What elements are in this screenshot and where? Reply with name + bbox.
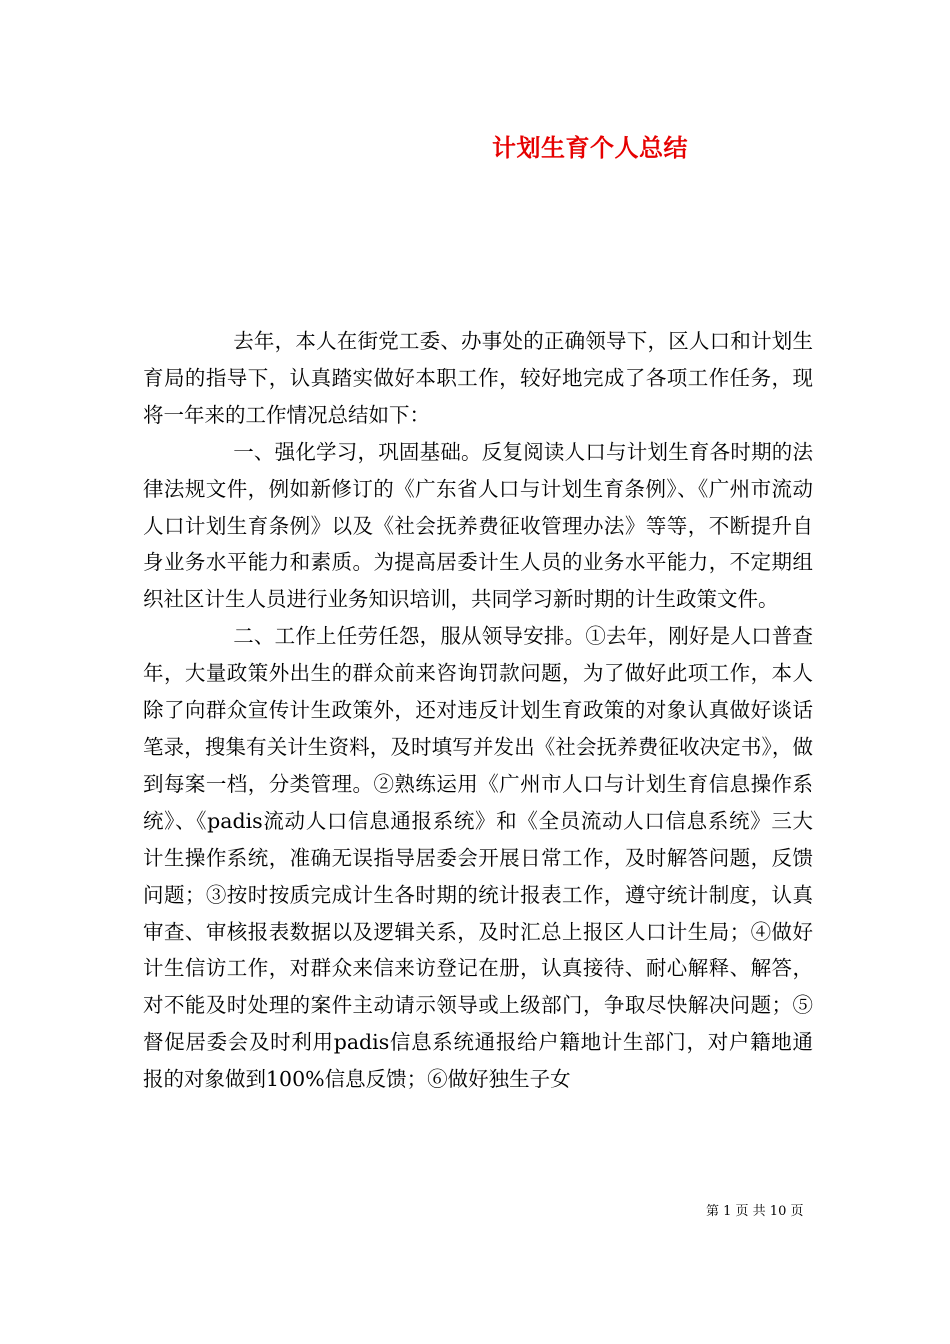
section-one-paragraph: 一、强化学习，巩固基础。反复阅读人口与计划生育各时期的法律法规文件，例如新修订的《广东省人口与计划生育条例》、《广州市流动人口计划生育条例》以及《社会抚养费征收管理办法》等等，不断提升自身业务水平能力和素质。为提高居委计生人员的业务水平能力，不定期组织社区计生人员进行业务知识培训，共同学习新时期的计生政策文件。: [143, 439, 813, 612]
intro-paragraph: 去年，本人在街党工委、办事处的正确领导下，区人口和计划生育局的指导下，认真踏实做好本职工作，较好地完成了各项工作任务，现将一年来的工作情况总结如下：: [143, 329, 813, 427]
document-title: 计划生育个人总结: [492, 133, 688, 162]
document-body: [143, 323, 813, 1098]
page-number-footer: 第 1 页 共 10 页: [706, 1204, 804, 1219]
section-two-paragraph: 二、工作上任劳任怨，服从领导安排。①去年，刚好是人口普查年，大量政策外出生的群众前来咨询罚款问题，为了做好此项工作，本人除了向群众宣传计生政策外，还对违反计划生育政策的对象认真做好谈话笔录，搜集有关计生资料，及时填写并发出《社会抚养费征收决定书》，做到每案一档，分类管理。②熟练运用《广州市人口与计划生育信息操作系统》、《padis流动人口信息通报系统》和《全员流动人口信息系统》三大计生操作系统，准确无误指导居委会开展日常工作，及时解答问题，反馈问题；③按时按质完成计生各时期的统计报表工作，遵守统计制度，认真审查、审核报表数据以及逻辑关系，及时汇总上报区人口计生局；④做好计生信访工作，对群众来信来访登记在册，认真接待、耐心解释、解答，对不能及时处理的案件主动请示领导或上级部门，争取尽快解决问题；⑤督促居委会及时利用padis信息系统通报给户籍地计生部门，对户籍地通报的对象做到100%信息反馈；⑥做好独生子女: [143, 624, 813, 1092]
